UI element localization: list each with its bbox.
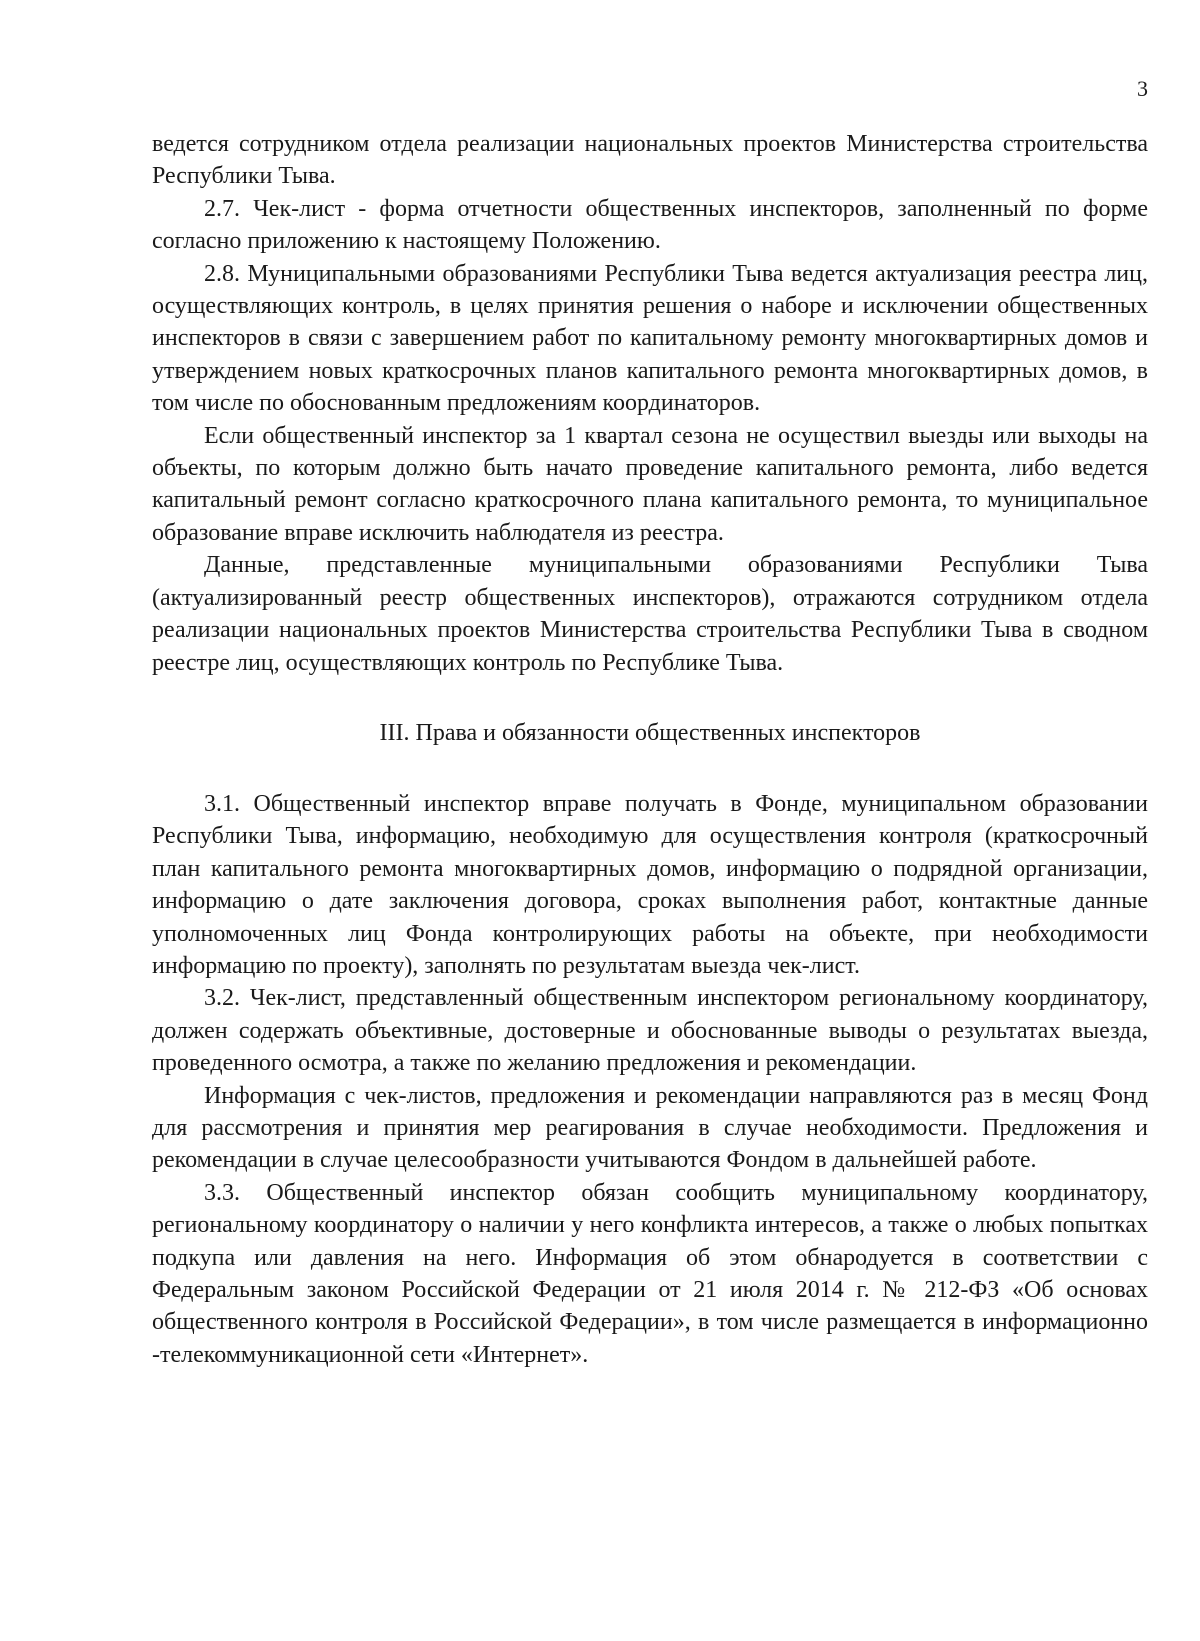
paragraph-3-1: 3.1. Общественный инспектор вправе получать в Фонде, муниципальном образовании Республики Тыва, информацию, необходимую для осуществления контроля (краткосрочный план капитального ремонта многоквартирных домов, информацию о подрядной организации, информацию о дате заключения договора, сроках выполнения работ, контактные данные уполномоченных лиц Фонда контролирующих работы на объекте, при необходимости информацию по проекту), заполнять по результатам выезда чек-лист.: [152, 790, 1148, 979]
document-body: [152, 128, 1148, 1371]
page-number: 3: [1137, 76, 1148, 101]
paragraph-2-7: 2.7. Чек-лист - форма отчетности общественных инспекторов, заполненный по форме согласно приложению к настоящему Положению.: [152, 195, 1148, 255]
paragraph-checklist-info: Информация с чек-листов, предложения и рекомендации направляются раз в месяц Фонд для рассмотрения и принятия мер реагирования в случае необходимости. Предложения и рекомендации в случае целесообразности учитываются Фондом в дальнейшей работе.: [152, 1082, 1148, 1174]
paragraph-continuation: ведется сотрудником отдела реализации национальных проектов Министерства строительства Республики Тыва.: [152, 131, 1148, 190]
paragraph-consolidated-registry: Данные, представленные муниципальными образованиями Республики Тыва (актуализированный реестр общественных инспекторов), отражаются сотрудником отдела реализации национальных проектов Министерства строительства Республики Тыва в сводном реестре лиц, осуществляющих контроль по Республике Тыва.: [152, 552, 1148, 676]
section-title: III. Права и обязанности общественных инспекторов: [379, 719, 921, 746]
paragraph-3-3: 3.3. Общественный инспектор обязан сообщить муниципальному координатору, региональному координатору о наличии у него конфликта интересов, а также о любых попытках подкупа или давления на него. Информация об этом обнародуется в соответствии с Федеральным законом Российской Федерации от 21 июля 2014 г. № 212-ФЗ «Об основах общественного контроля в Российской Федерации», в том числе размещается в информационно -телекоммуникационной сети «Интернет».: [152, 1179, 1148, 1368]
paragraph-exclusion-rule: Если общественный инспектор за 1 квартал сезона не осуществил выезды или выходы на объекты, по которым должно быть начато проведение капитального ремонта, либо ведется капитальный ремонт согласно краткосрочного плана капитального ремонта, то муниципальное образование вправе исключить наблюдателя из реестра.: [152, 422, 1148, 546]
paragraph-3-2: 3.2. Чек-лист, представленный общественным инспектором региональному координатору, должен содержать объективные, достоверные и обоснованные выводы о результатах выезда, проведенного осмотра, а также по желанию предложения и рекомендации.: [152, 985, 1148, 1077]
paragraph-2-8: 2.8. Муниципальными образованиями Республики Тыва ведется актуализация реестра лиц, осуществляющих контроль, в целях принятия решения о наборе и исключении общественных инспекторов в связи с завершением работ по капитальному ремонту многоквартирных домов и утверждением новых краткосрочных планов капитального ремонта многоквартирных домов, в том числе по обоснованным предложениям координаторов.: [152, 260, 1148, 417]
